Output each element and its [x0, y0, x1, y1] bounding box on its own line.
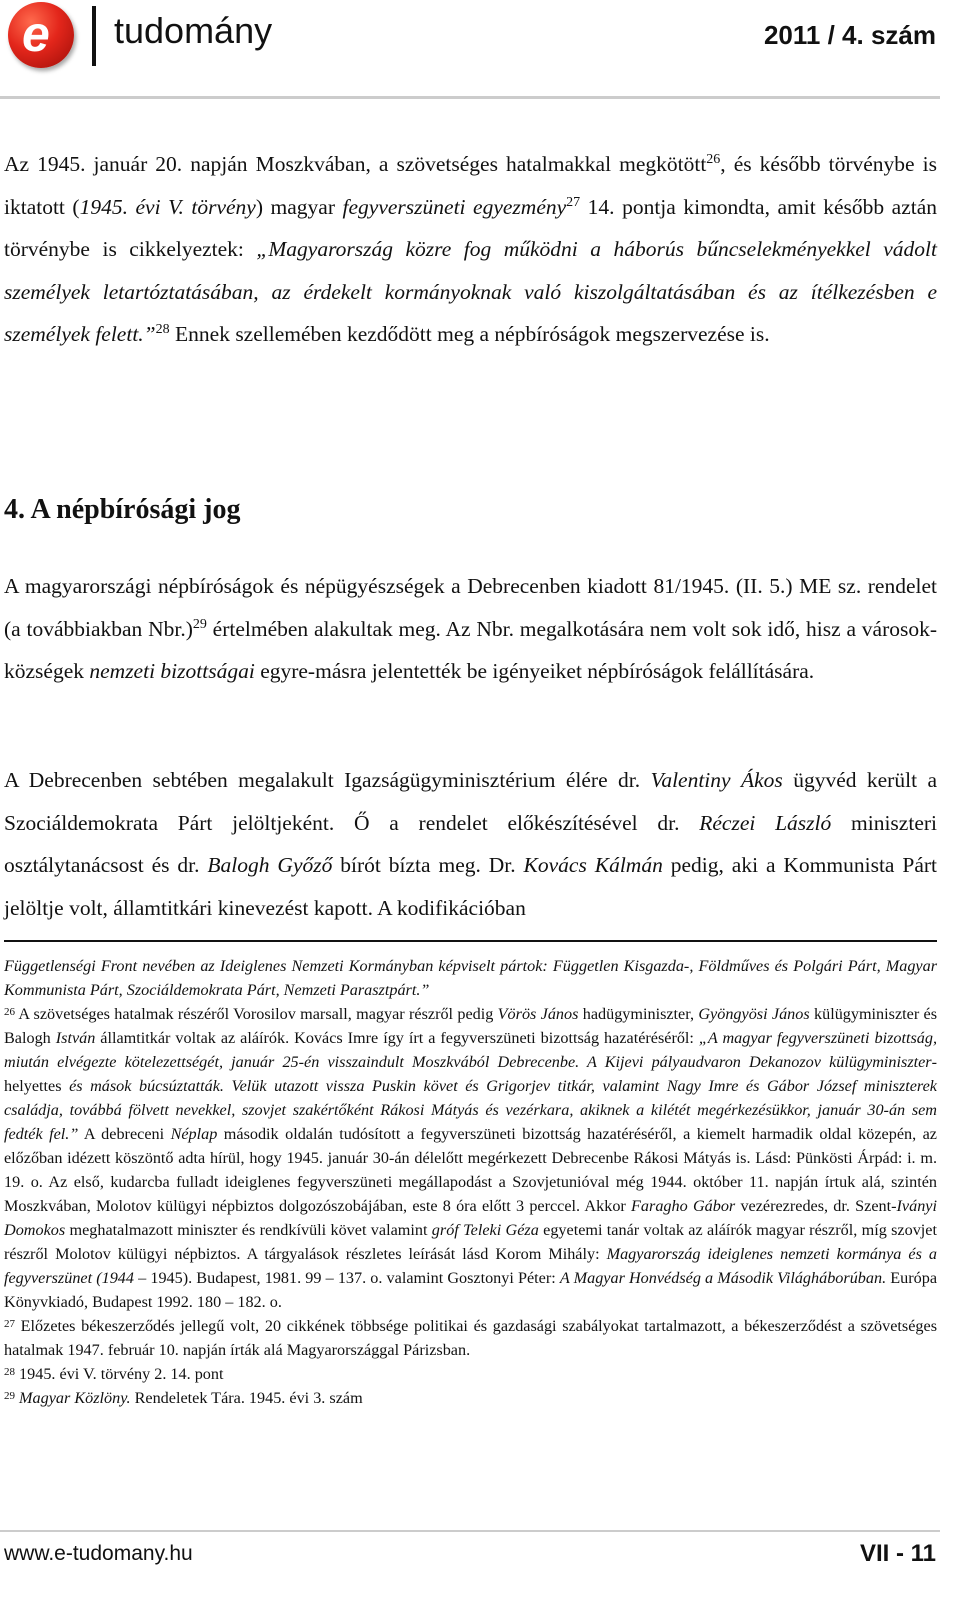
paragraph-2: A magyarországi népbíróságok és népügyészségek a Debrecenben kiadott 81/1945. (II. 5.) ME sz. rendelet (a továbbiakban Nbr.)$^{29}$ értelmében alakultak meg. Az Nbr. megalkotására nem volt sok idő, hisz a városok-községek nemzeti bizottságai egyre-másra jelentették be igényeiket népbíróságok felállítására. — [4, 574, 938, 683]
page-header — [0, 0, 960, 100]
paragraph-1: Az 1945. január 20. napján Moszkvában, a szövetséges hatalmakkal megkötött$^{26}$, és később törvénybe is iktatott (1945. évi V. törvény) magyar fegyverszüneti egyezmény$^{27}$ 14. pontja kimondta, amit később aztán törvénybe is cikkelyeztek: „Magyarország közre fog működni a háborús bűncselekményekkel vádolt személyek letartóztatásában, az érdekelt kormányoknak való kiszolgáltatásában és az ítélkezésben e személyek felett.”$^{28}$ Ennek szellemében kezdődött meg a népbíróságok megszervezése is. — [4, 152, 938, 346]
footnote-ref-27[interactable]: 27 — [566, 194, 581, 210]
magazine-title: tudomány — [114, 10, 273, 51]
section-heading: 4. A népbírósági jog — [4, 494, 241, 525]
issue-number: 2011 / 4. szám — [763, 20, 936, 50]
footnotes — [4, 954, 937, 1410]
footer-url-link[interactable]: www.e-tudomany.hu — [4, 1542, 193, 1565]
footnote-ref-29[interactable]: 29 — [192, 616, 207, 632]
footnote-27: $^{27}$ Előzetes békeszerződés jellegű volt, 20 cikkének többsége politikai és gazdasági szabályokat tartalmazott, a békeszerződést a szövetséges hatalmak 1947. február 10. napján írták alá Magyarországgal Párizsban. — [4, 1317, 937, 1359]
footer-rule — [0, 1530, 940, 1532]
footnote-26: $^{26}$ A szövetséges hatalmak részéről Vorosilov marsall, magyar részről pedig Vörös János hadügyminiszter, Gyöngyösi János külügyminiszter és Balogh István államtitkár voltak az aláírók. Kovács Imre így írt a fegyverszüneti bizottság hazatéréséről: „A magyar fegyverszüneti bizottság, miután elvégezte kötelezettségét, január 25-én visszaindult Moszkvából Debrecenbe. A Kijevi pályaudvaron Dekanozov külügyminiszter-helyettes és mások búcsúztatták. Velük utazott vissza Puskin követ és Grigorjev titkár, valamint Nagy Imre és Gábor József miniszterek családja, továbbá fölvett nevekkel, szovjet szakértőként Rákosi Mátyás és vezérkara, akiknek a kilétét megérkezésükkor, január 30-án sem fedték fel.” A debreceni Néplap második oldalán tudósított a fegyverszüneti bizottság hazatéréséről, a kiemelt harmadik oldal közepén, az előzőban idézett köszöntő adta hírül, hogy 1945. január 30-án délelőtt megérkezett Debrecenbe Rákosi Mátyás is. Lásd: Pünkösti Árpád: i. m. 19. o. Az első, kudarcba fulladt ideiglenes fegyverszüneti megállapodást a Szovjetunióval még 1944. október 11. napján írtuk alá, szintén Moszkvában, Molotov külügyi népbiztos dolgozószobájában, este 8 óra előtt 3 perccel. Akkor Faragho Gábor vezérezredes, dr. Szent-Iványi Domokos meghatalmazott miniszter és rendkívüli követ valamint gróf Teleki Géza egyetemi tanár voltak az aláírók magyar részről, míg szovjet részről Molotov külügyi népbiztos. A tárgyalások részletes leírását lásd Korom Mihály: Magyarország ideiglenes nemzeti kormánya és a fegyverszünet (1944 – 1945). Budapest, 1981. 99 – 137. o. valamint Gosztonyi Péter: A Magyar Honvédség a Második Világháborúban. Európa Könyvkiadó, Budapest 1992. 180 – 182. o. — [4, 1005, 938, 1311]
header-divider — [92, 6, 96, 66]
footnote-ref-28[interactable]: 28 — [155, 322, 170, 337]
logo-letter: e — [22, 6, 50, 62]
footnote-29: $^{29}$ Magyar Közlöny. Rendeletek Tára. 1945. évi 3. szám — [4, 1389, 363, 1407]
paragraph-3: A Debrecenben sebtében megalakult Igazságügyminisztérium élére dr. Valentiny Ákos ügyvéd került a Szociáldemokrata Párt jelöltjeként. Ő a rendelet előkészítésével dr. Réczei László miniszteri osztálytanácsost és dr. Balogh Győző bírót bízta meg. Dr. Kovács Kálmán pedig, aki a Kommunista Párt jelöltje volt, államtitkári kinevezést kapott. A kodifikációban — [4, 768, 938, 920]
footnote-28: $^{28}$ 1945. évi V. törvény 2. 14. pont — [4, 1365, 224, 1383]
page-number: VII - 11 — [859, 1540, 936, 1567]
footnote-separator — [4, 940, 937, 942]
e-logo-icon[interactable] — [8, 2, 74, 68]
header-rule — [0, 96, 940, 99]
footnote-ref-26[interactable]: 26 — [706, 152, 721, 167]
footnote-continuation: Függetlenségi Front nevében az Ideiglenes Nemzeti Kormányban képviselt pártok: Független Kisgazda-, Földműves és Polgári Párt, Magyar Kommunista Párt, Szociáldemokrata Párt, Nemzeti Parasztpárt.” — [4, 957, 937, 999]
